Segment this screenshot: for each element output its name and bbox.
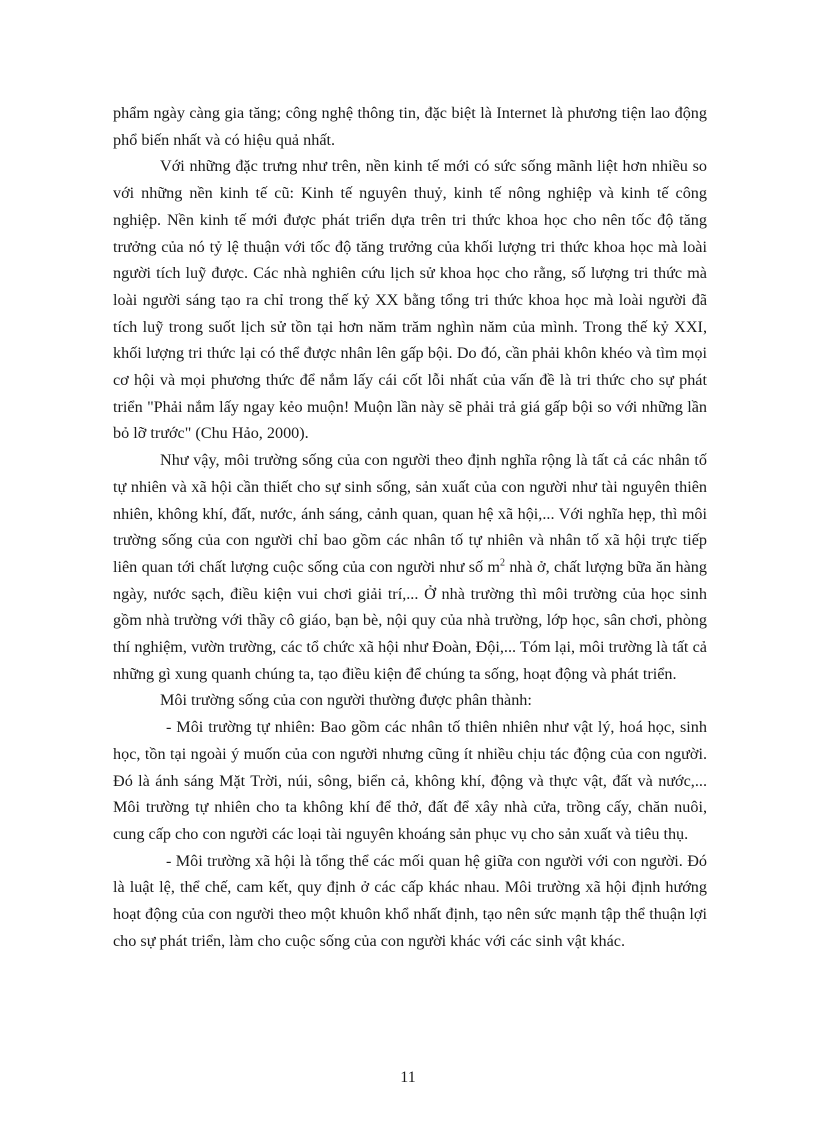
paragraph-text-part: nhà ở, chất lượng bữa ăn hàng ngày, nước sạch, điều kiện vui chơi giải trí,... Ở nhà trường thì môi trường của học sinh gồm nhà trường với thầy cô giáo, bạn bè, nội quy của nhà trường, lớp học, sân chơi, phòng thí nghiệm, vườn trường, các tổ chức xã hội như Đoàn, Đội,... Tóm lại, môi trường là tất cả những gì xung quanh chúng ta, tạo điều kiện để chúng ta sống, hoạt động và phát triển. (113, 557, 707, 683)
superscript-exponent: 2 (500, 557, 506, 569)
paragraph-environment-definition (113, 447, 707, 687)
paragraph-new-economy: Với những đặc trưng như trên, nền kinh tế mới có sức sống mãnh liệt hơn nhiều so với những nền kinh tế cũ: Kinh tế nguyên thuỷ, kinh tế nông nghiệp và kinh tế công nghiệp. Nền kinh tế mới được phát triển dựa trên tri thức khoa học cho nên tốc độ tăng trưởng của nó tỷ lệ thuận với tốc độ tăng trưởng của khối lượng tri thức khoa học mà loài người tích luỹ được. Các nhà nghiên cứu lịch sử khoa học cho rằng, số lượng tri thức mà loài người sáng tạo ra chỉ trong thế kỷ XX bằng tổng tri thức khoa học mà loài người đã tích luỹ trong suốt lịch sử tồn tại hơn năm trăm nghìn năm của mình. Trong thế kỷ XXI, khối lượng tri thức lại có thể được nhân lên gấp bội. Do đó, cần phải khôn khéo và tìm mọi cơ hội và mọi phương thức để nắm lấy cái cốt lỗi nhất của vấn đề là tri thức cho sự phát triển "Phải nắm lấy ngay kẻo muộn! Muộn lần này sẽ phải trả giá gấp bội so với những lần bỏ lỡ trước" (Chu Hảo, 2000). (113, 157, 707, 443)
page-number: 11 (400, 1069, 416, 1086)
paragraph-classification-intro: Môi trường sống của con người thường được phân thành: (160, 691, 532, 710)
paragraph-text-part: Như vậy, môi trường sống của con người theo định nghĩa rộng là tất cả các nhân tố tự nhiên và xã hội cần thiết cho sự sinh sống, sản xuất của con người như tài nguyên thiên nhiên, không khí, đất, nước, ánh sáng, cảnh quan, quan hệ xã hội,... Với nghĩa hẹp, thì môi trường sống của con người chỉ bao gồm các nhân tố tự nhiên và nhân tố xã hội trực tiếp liên quan tới chất lượng cuộc sống của con người như số m (113, 451, 707, 576)
list-item-social-environment: - Môi trường xã hội là tổng thể các mối quan hệ giữa con người với con người. Đó là luật lệ, thể chế, cam kết, quy định ở các cấp khác nhau. Môi trường xã hội định hướng hoạt động của con người theo một khuôn khổ nhất định, tạo nên sức mạnh tập thể thuận lợi cho sự phát triển, làm cho cuộc sống của con người khác với các sinh vật khác. (113, 851, 707, 950)
page-body (113, 100, 707, 955)
paragraph-continuation: phẩm ngày càng gia tăng; công nghệ thông tin, đặc biệt là Internet là phương tiện lao động phổ biến nhất và có hiệu quả nhất. (113, 104, 707, 149)
list-item-natural-environment: - Môi trường tự nhiên: Bao gồm các nhân tố thiên nhiên như vật lý, hoá học, sinh học, tồn tại ngoài ý muốn của con người nhưng cũng ít nhiều chịu tác động của con người. Đó là ánh sáng Mặt Trời, núi, sông, biển cả, không khí, động và thực vật, đất và nước,... Môi trường tự nhiên cho ta không khí để thở, đất để xây nhà cửa, trồng cấy, chăn nuôi, cung cấp cho con người các loại tài nguyên khoáng sản phục vụ cho sản xuất và tiêu thụ. (113, 718, 707, 843)
